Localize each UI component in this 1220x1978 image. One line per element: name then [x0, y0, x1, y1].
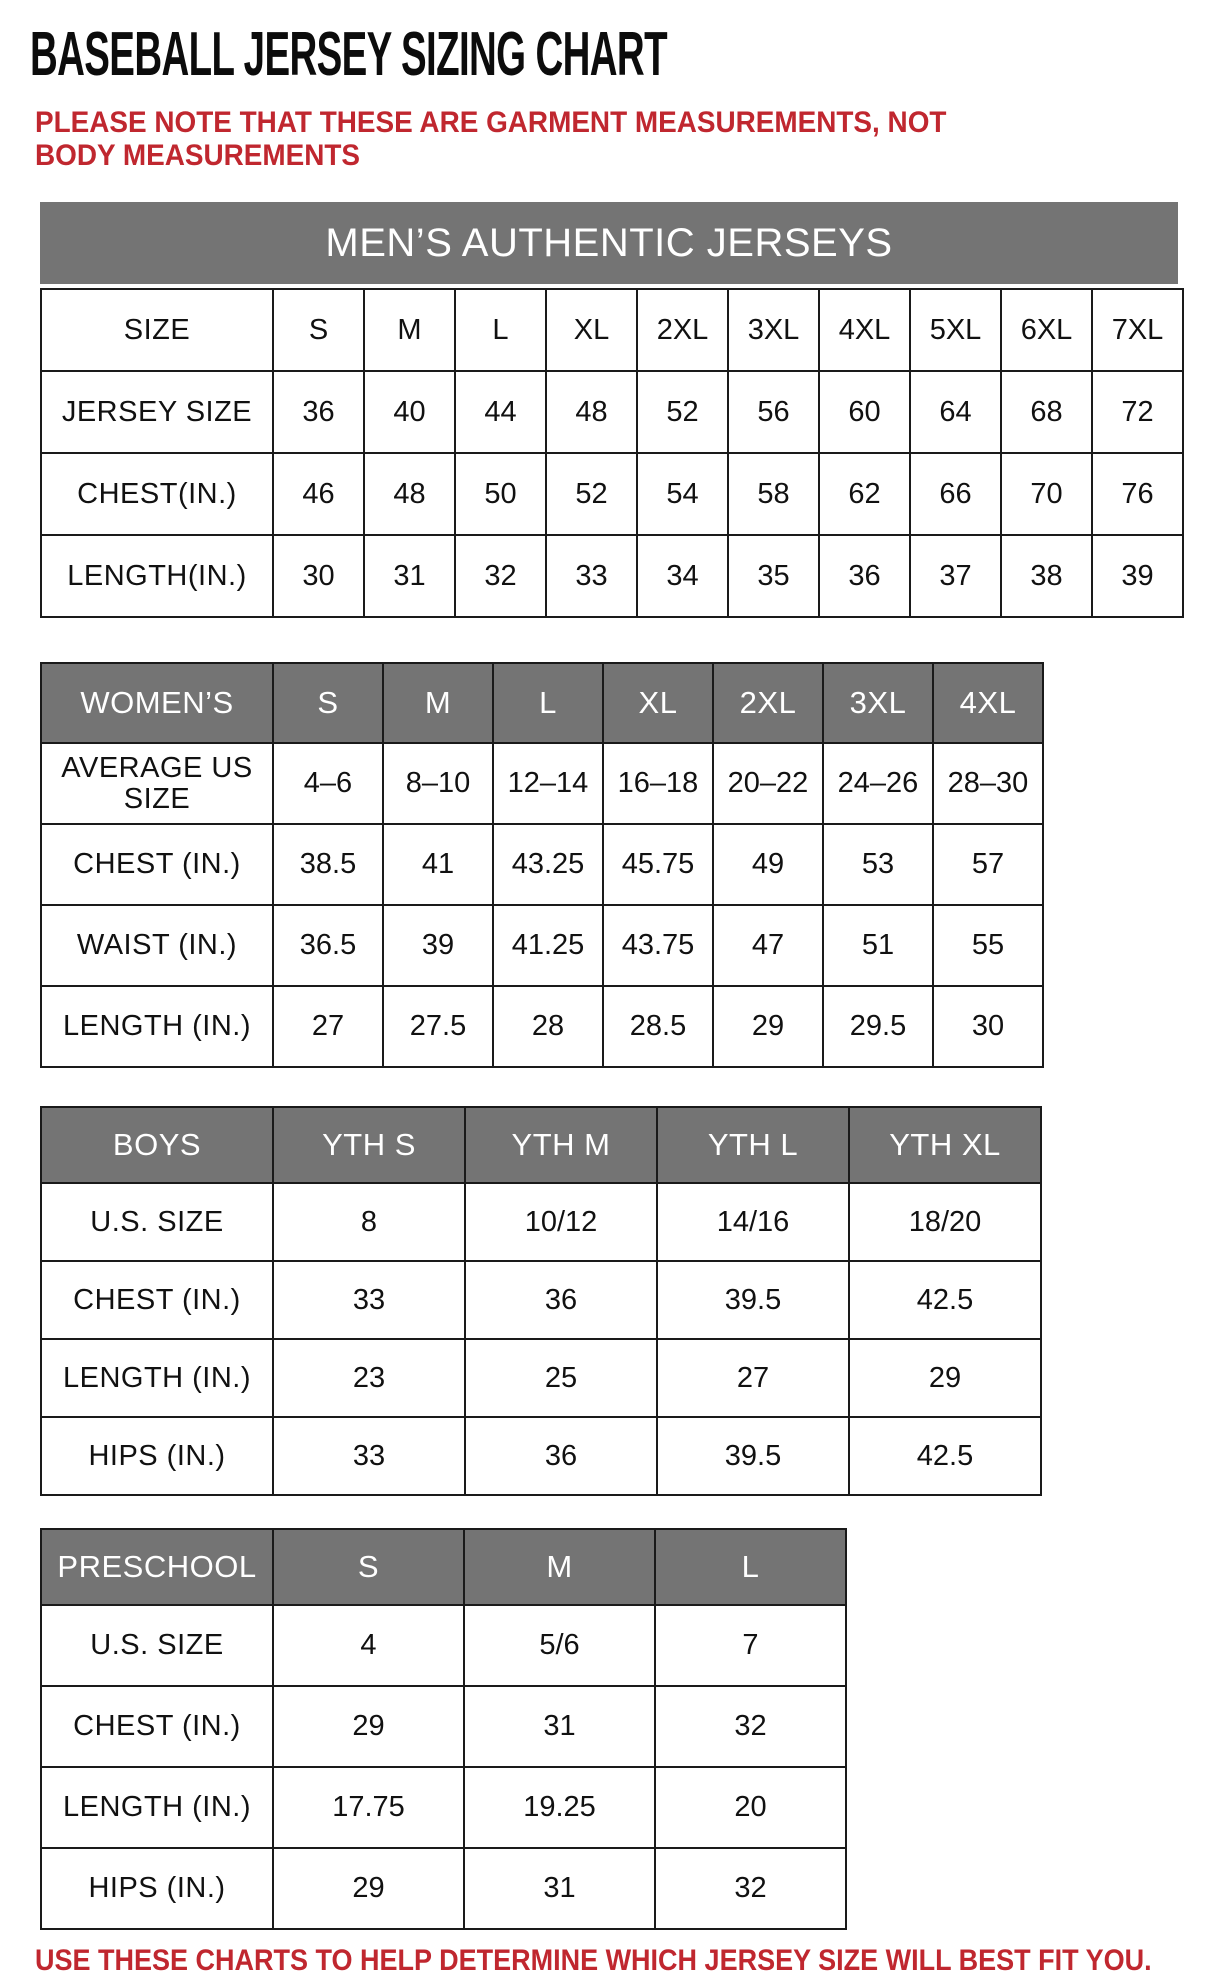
value-cell: 39.5: [657, 1417, 849, 1495]
table-row: [41, 986, 1043, 1067]
mens-banner: MEN’S AUTHENTIC JERSEYS: [40, 202, 1178, 284]
value-cell: 29: [849, 1339, 1041, 1417]
row-label: U.S. SIZE: [41, 1183, 273, 1261]
table-row: [41, 371, 1183, 453]
row-label: CHEST (IN.): [41, 824, 273, 905]
value-cell: 37: [910, 535, 1001, 617]
table-row: [41, 453, 1183, 535]
value-cell: 39.5: [657, 1261, 849, 1339]
value-cell: 31: [464, 1848, 655, 1929]
size-cell: 2XL: [637, 289, 728, 371]
table-row: [41, 1848, 846, 1929]
value-cell: 41: [383, 824, 493, 905]
value-cell: 36: [273, 371, 364, 453]
value-cell: 68: [1001, 371, 1092, 453]
womens-size-table: [40, 662, 1044, 1068]
size-header-cell: 3XL: [823, 663, 933, 743]
value-cell: 51: [823, 905, 933, 986]
value-cell: 17.75: [273, 1767, 464, 1848]
value-cell: 45.75: [603, 824, 713, 905]
size-header-cell: YTH M: [465, 1107, 657, 1183]
value-cell: 24–26: [823, 743, 933, 824]
value-cell: 32: [455, 535, 546, 617]
preschool-size-table: [40, 1528, 847, 1930]
value-cell: 29: [273, 1848, 464, 1929]
value-cell: 41.25: [493, 905, 603, 986]
size-header-cell: XL: [603, 663, 713, 743]
value-cell: 43.25: [493, 824, 603, 905]
row-label: JERSEY SIZE: [41, 371, 273, 453]
value-cell: 23: [273, 1339, 465, 1417]
table-row: [41, 1261, 1041, 1339]
size-header-cell: 2XL: [713, 663, 823, 743]
size-cell: M: [364, 289, 455, 371]
value-cell: 39: [1092, 535, 1183, 617]
row-label: AVERAGE US SIZE: [41, 743, 273, 824]
size-cell: 5XL: [910, 289, 1001, 371]
table-row: [41, 1605, 846, 1686]
value-cell: 57: [933, 824, 1043, 905]
value-cell: 30: [273, 535, 364, 617]
value-cell: 28: [493, 986, 603, 1067]
value-cell: 48: [546, 371, 637, 453]
value-cell: 32: [655, 1848, 846, 1929]
size-header-cell: S: [273, 663, 383, 743]
value-cell: 55: [933, 905, 1043, 986]
value-cell: 76: [1092, 453, 1183, 535]
size-header-cell: L: [655, 1529, 846, 1605]
table-row: [41, 1686, 846, 1767]
size-header-cell: M: [383, 663, 493, 743]
value-cell: 56: [728, 371, 819, 453]
table-row: [41, 535, 1183, 617]
value-cell: 35: [728, 535, 819, 617]
value-cell: 33: [273, 1261, 465, 1339]
size-cell: 3XL: [728, 289, 819, 371]
row-label: CHEST(IN.): [41, 453, 273, 535]
size-header-cell: YTH L: [657, 1107, 849, 1183]
value-cell: 58: [728, 453, 819, 535]
value-cell: 33: [546, 535, 637, 617]
row-label: LENGTH (IN.): [41, 986, 273, 1067]
size-header-cell: S: [273, 1529, 464, 1605]
value-cell: 19.25: [464, 1767, 655, 1848]
value-cell: 4: [273, 1605, 464, 1686]
table-title-cell: PRESCHOOL: [41, 1529, 273, 1605]
row-label: SIZE: [41, 289, 273, 371]
table-header-row: [41, 1107, 1041, 1183]
value-cell: 16–18: [603, 743, 713, 824]
value-cell: 12–14: [493, 743, 603, 824]
value-cell: 47: [713, 905, 823, 986]
value-cell: 46: [273, 453, 364, 535]
page-title: BASEBALL JERSEY SIZING CHART: [30, 20, 667, 89]
value-cell: 31: [364, 535, 455, 617]
table-header-row: [41, 663, 1043, 743]
value-cell: 27: [657, 1339, 849, 1417]
value-cell: 52: [546, 453, 637, 535]
table-row: [41, 289, 1183, 371]
value-cell: 28.5: [603, 986, 713, 1067]
value-cell: 8: [273, 1183, 465, 1261]
value-cell: 31: [464, 1686, 655, 1767]
value-cell: 10/12: [465, 1183, 657, 1261]
value-cell: 28–30: [933, 743, 1043, 824]
row-label: HIPS (IN.): [41, 1417, 273, 1495]
size-cell: S: [273, 289, 364, 371]
table-row: [41, 1767, 846, 1848]
value-cell: 53: [823, 824, 933, 905]
size-header-cell: 4XL: [933, 663, 1043, 743]
value-cell: 52: [637, 371, 728, 453]
row-label: HIPS (IN.): [41, 1848, 273, 1929]
value-cell: 7: [655, 1605, 846, 1686]
size-header-cell: L: [493, 663, 603, 743]
value-cell: 36.5: [273, 905, 383, 986]
value-cell: 38.5: [273, 824, 383, 905]
row-label: WAIST (IN.): [41, 905, 273, 986]
table-row: [41, 905, 1043, 986]
value-cell: 27.5: [383, 986, 493, 1067]
value-cell: 54: [637, 453, 728, 535]
measurement-note: PLEASE NOTE THAT THESE ARE GARMENT MEASUREMENTS, NOT BODY MEASUREMENTS: [35, 106, 947, 172]
value-cell: 14/16: [657, 1183, 849, 1261]
value-cell: 43.75: [603, 905, 713, 986]
value-cell: 29.5: [823, 986, 933, 1067]
table-row: [41, 743, 1043, 824]
value-cell: 36: [819, 535, 910, 617]
table-row: [41, 1417, 1041, 1495]
value-cell: 34: [637, 535, 728, 617]
value-cell: 50: [455, 453, 546, 535]
value-cell: 25: [465, 1339, 657, 1417]
value-cell: 33: [273, 1417, 465, 1495]
value-cell: 42.5: [849, 1261, 1041, 1339]
value-cell: 18/20: [849, 1183, 1041, 1261]
table-row: [41, 1183, 1041, 1261]
size-cell: 7XL: [1092, 289, 1183, 371]
value-cell: 48: [364, 453, 455, 535]
mens-size-table: [40, 288, 1184, 618]
footer-note: USE THESE CHARTS TO HELP DETERMINE WHICH JERSEY SIZE WILL BEST FIT YOU.: [35, 1944, 1152, 1977]
value-cell: 5/6: [464, 1605, 655, 1686]
value-cell: 40: [364, 371, 455, 453]
table-header-row: [41, 1529, 846, 1605]
value-cell: 36: [465, 1261, 657, 1339]
value-cell: 20–22: [713, 743, 823, 824]
table-title-cell: BOYS: [41, 1107, 273, 1183]
value-cell: 36: [465, 1417, 657, 1495]
value-cell: 8–10: [383, 743, 493, 824]
value-cell: 44: [455, 371, 546, 453]
value-cell: 20: [655, 1767, 846, 1848]
table-row: [41, 824, 1043, 905]
value-cell: 72: [1092, 371, 1183, 453]
size-cell: 6XL: [1001, 289, 1092, 371]
size-cell: L: [455, 289, 546, 371]
size-header-cell: M: [464, 1529, 655, 1605]
value-cell: 32: [655, 1686, 846, 1767]
value-cell: 4–6: [273, 743, 383, 824]
value-cell: 29: [273, 1686, 464, 1767]
row-label: LENGTH (IN.): [41, 1339, 273, 1417]
value-cell: 60: [819, 371, 910, 453]
size-cell: XL: [546, 289, 637, 371]
value-cell: 64: [910, 371, 1001, 453]
value-cell: 49: [713, 824, 823, 905]
value-cell: 27: [273, 986, 383, 1067]
size-header-cell: YTH S: [273, 1107, 465, 1183]
value-cell: 42.5: [849, 1417, 1041, 1495]
value-cell: 70: [1001, 453, 1092, 535]
row-label: LENGTH(IN.): [41, 535, 273, 617]
row-label: U.S. SIZE: [41, 1605, 273, 1686]
value-cell: 30: [933, 986, 1043, 1067]
row-label: CHEST (IN.): [41, 1686, 273, 1767]
value-cell: 39: [383, 905, 493, 986]
value-cell: 38: [1001, 535, 1092, 617]
row-label: CHEST (IN.): [41, 1261, 273, 1339]
size-cell: 4XL: [819, 289, 910, 371]
table-row: [41, 1339, 1041, 1417]
value-cell: 29: [713, 986, 823, 1067]
value-cell: 62: [819, 453, 910, 535]
size-header-cell: YTH XL: [849, 1107, 1041, 1183]
table-title-cell: WOMEN’S: [41, 663, 273, 743]
row-label: LENGTH (IN.): [41, 1767, 273, 1848]
boys-size-table: [40, 1106, 1042, 1496]
sizing-chart-page: [0, 20, 1220, 1978]
value-cell: 66: [910, 453, 1001, 535]
